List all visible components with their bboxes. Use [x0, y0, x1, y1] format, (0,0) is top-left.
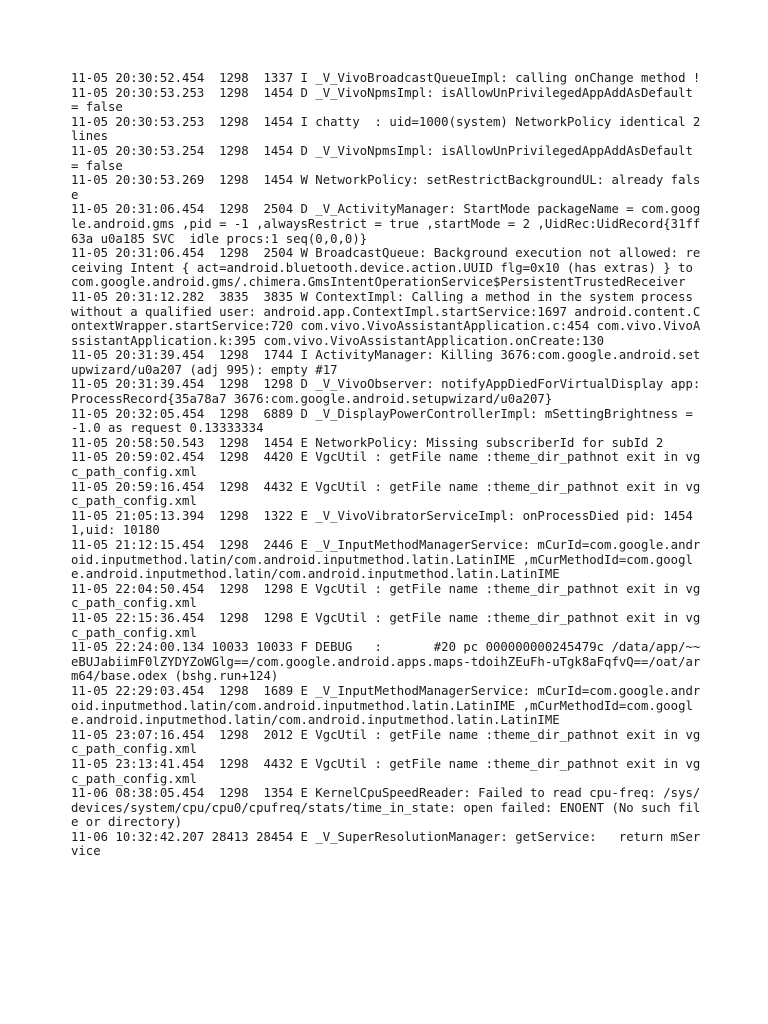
log-line: 11-06 08:38:05.454 1298 1354 E KernelCpuSpeedReader: Failed to read cpu-freq: /sys/devices/system/cpu/cpu0/cpufreq/stats/time_in_state: open failed: ENOENT (No such file or directory)	[71, 786, 701, 830]
log-line: 11-05 20:30:53.254 1298 1454 D _V_VivoNpmsImpl: isAllowUnPrivilegedAppAddAsDefault = false	[71, 143, 701, 173]
log-line: 11-05 20:59:16.454 1298 4432 E VgcUtil : getFile name :theme_dir_pathnot exit in vgc_path_config.xml	[71, 479, 701, 509]
log-line: 11-06 10:32:42.207 28413 28454 E _V_SuperResolutionManager: getService: return mService	[71, 829, 701, 859]
log-line: 11-05 20:31:06.454 1298 2504 D _V_ActivityManager: StartMode packageName = com.google.android.gms ,pid = -1 ,alwaysRestrict = true ,startMode = 2 ,UidRec:UidRecord{31ff63a u0a185 SVC idle procs:1 seq(0,0,0)}	[71, 202, 701, 246]
log-line: 11-05 23:07:16.454 1298 2012 E VgcUtil : getFile name :theme_dir_pathnot exit in vgc_path_config.xml	[71, 727, 701, 757]
log-line: 11-05 22:04:50.454 1298 1298 E VgcUtil : getFile name :theme_dir_pathnot exit in vgc_path_config.xml	[71, 581, 701, 611]
log-line: 11-05 20:30:53.253 1298 1454 D _V_VivoNpmsImpl: isAllowUnPrivilegedAppAddAsDefault = false	[71, 85, 701, 115]
log-line: 11-05 23:13:41.454 1298 4432 E VgcUtil : getFile name :theme_dir_pathnot exit in vgc_path_config.xml	[71, 756, 701, 786]
log-line: 11-05 22:15:36.454 1298 1298 E VgcUtil : getFile name :theme_dir_pathnot exit in vgc_path_config.xml	[71, 610, 701, 640]
log-line: 11-05 20:30:53.269 1298 1454 W NetworkPolicy: setRestrictBackgroundUL: already false	[71, 173, 701, 202]
log-line: 11-05 20:59:02.454 1298 4420 E VgcUtil : getFile name :theme_dir_pathnot exit in vgc_path_config.xml	[71, 450, 701, 480]
log-line: 11-05 20:31:12.282 3835 3835 W ContextImpl: Calling a method in the system process without a qualified user: android.app.ContextImpl.startService:1697 android.content.ContextWrapper.startService:720 com.vivo.VivoAssistantApplication.c:454 com.vivo.VivoAssistantApplication.k:395 com.vivo.VivoAssistantApplication.onCreate:130	[71, 289, 701, 348]
log-line: 11-05 22:24:00.134 10033 10033 F DEBUG : #20 pc 000000000245479c /data/app/~~eBUJabiimF0lZYDYZoWGlg==/com.google.android.apps.maps-tdoihZEuFh-uTgk8aFqfvQ==/oat/arm64/base.odex (bshg.run+124)	[71, 640, 701, 684]
log-line: 11-05 20:30:52.454 1298 1337 I _V_VivoBroadcastQueueImpl: calling onChange method !	[71, 71, 701, 85]
log-document	[71, 71, 708, 859]
log-line: 11-05 20:31:39.454 1298 1298 D _V_VivoObserver: notifyAppDiedForVirtualDisplay app: ProcessRecord{35a78a7 3676:com.google.android.setupwizard/u0a207}	[71, 377, 708, 407]
log-line: 11-05 20:31:39.454 1298 1744 I ActivityManager: Killing 3676:com.google.android.setupwizard/u0a207 (adj 995): empty #17	[71, 348, 701, 377]
log-line: 11-05 20:30:53.253 1298 1454 I chatty : uid=1000(system) NetworkPolicy identical 2 lines	[71, 114, 708, 144]
log-line: 11-05 21:05:13.394 1298 1322 E _V_VivoVibratorServiceImpl: onProcessDied pid: 14541,uid: 10180	[71, 508, 693, 538]
log-line: 11-05 20:58:50.543 1298 1454 E NetworkPolicy: Missing subscriberId for subId 2	[71, 435, 664, 450]
log-line: 11-05 20:31:06.454 1298 2504 W BroadcastQueue: Background execution not allowed: receiving Intent { act=android.bluetooth.device.action.UUID flg=0x10 (has extras) } to com.google.android.gms/.chimera.GmsIntentOperationService$PersistentTrustedReceiver	[71, 246, 701, 290]
log-line: 11-05 21:12:15.454 1298 2446 E _V_InputMethodManagerService: mCurId=com.google.android.inputmethod.latin/com.android.inputmethod.latin.LatinIME ,mCurMethodId=com.google.android.inputmethod.latin/com.android.inputmethod.latin.LatinIME	[71, 538, 701, 582]
log-line: 11-05 22:29:03.454 1298 1689 E _V_InputMethodManagerService: mCurId=com.google.android.inputmethod.latin/com.android.inputmethod.latin.LatinIME ,mCurMethodId=com.google.android.inputmethod.latin/com.android.inputmethod.latin.LatinIME	[71, 683, 701, 728]
log-line: 11-05 20:32:05.454 1298 6889 D _V_DisplayPowerControllerImpl: mSettingBrightness = -1.0 as request 0.13333334	[71, 406, 701, 436]
